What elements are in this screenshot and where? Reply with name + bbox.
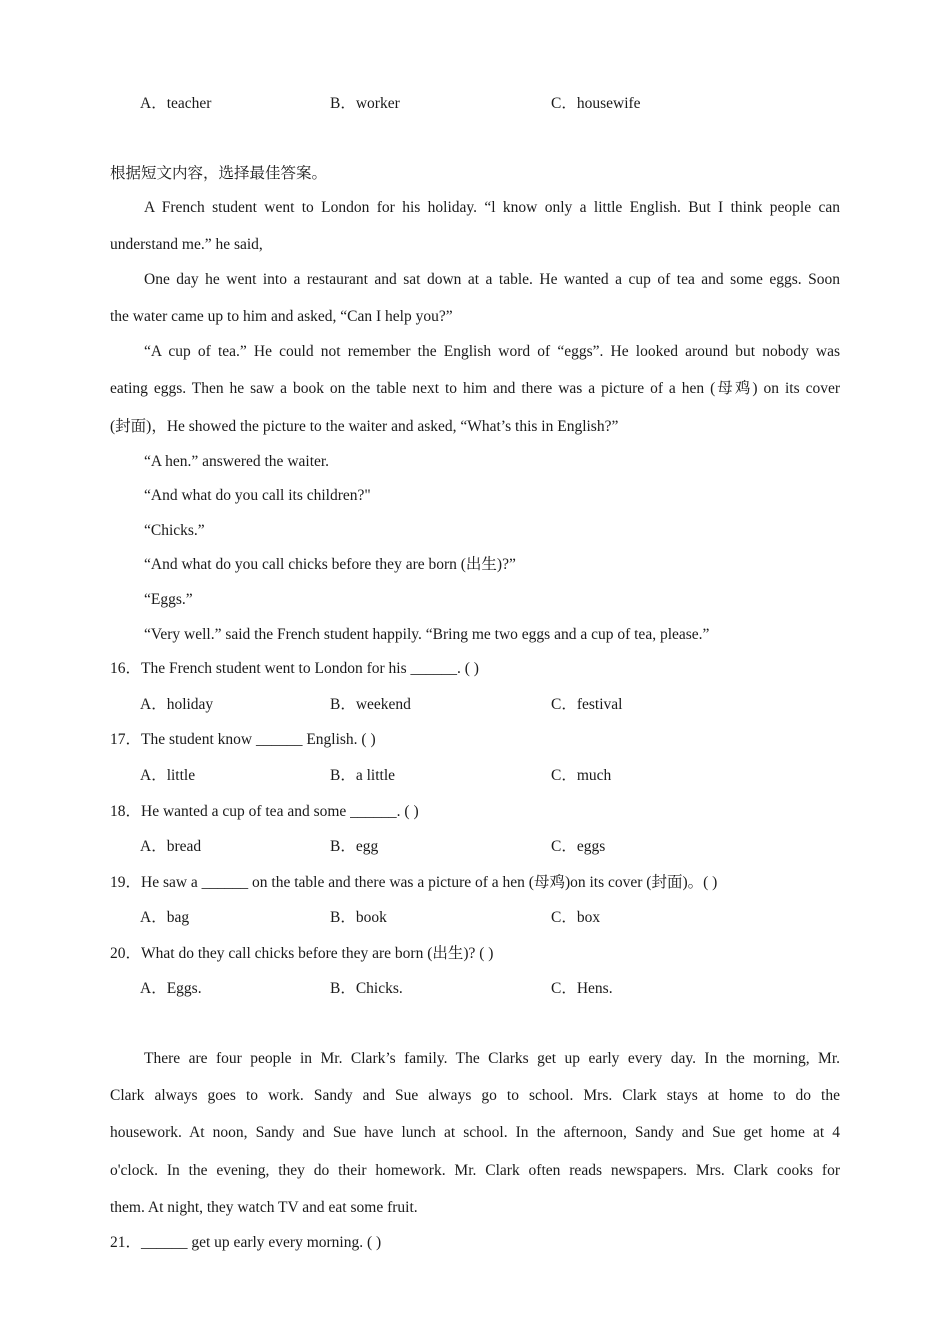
passage-2-line: them. At night, they watch TV and eat some fruit. bbox=[110, 1199, 418, 1216]
section-instruction: 根据短文内容，选择最佳答案。 bbox=[110, 165, 328, 182]
passage-1-line: eating eggs. Then he saw a book on the table next to him and there was a picture of a hen (母鸡) on its cover bbox=[110, 380, 840, 397]
question-21-stem: 21．______ get up early every morning. ( ) bbox=[110, 1234, 382, 1251]
passage-1-line: “Very well.” said the French student happily. “Bring me two eggs and a cup of tea, please.” bbox=[144, 626, 710, 643]
question-20-option-c: C．Hens. bbox=[551, 980, 613, 997]
question-18-option-a: A．bread bbox=[140, 838, 202, 855]
question-18-option-c: C．eggs bbox=[551, 838, 606, 855]
question-19-option-a: A．bag bbox=[140, 909, 190, 926]
question-20-option-a: A．Eggs. bbox=[140, 980, 202, 997]
question-18-stem: 18．He wanted a cup of tea and some ______. ( ) bbox=[110, 803, 419, 820]
passage-2-line: There are four people in Mr. Clark’s family. The Clarks get up early every day. In the morning, Mr. bbox=[144, 1050, 840, 1067]
passage-2-line: Clark always goes to work. Sandy and Sue always go to school. Mrs. Clark stays at home to do the bbox=[110, 1087, 840, 1104]
question-20-option-b: B．Chicks. bbox=[330, 980, 403, 997]
question-16-option-a: A．holiday bbox=[140, 696, 214, 713]
question-17-option-a: A．little bbox=[140, 767, 196, 784]
question-17-stem: 17．The student know ______ English. ( ) bbox=[110, 731, 376, 748]
question-17-option-b: B．a little bbox=[330, 767, 396, 784]
passage-1-line: A French student went to London for his holiday. “l know only a little English. But I think people can bbox=[144, 199, 840, 216]
passage-1-line: “A hen.” answered the waiter. bbox=[144, 453, 330, 470]
question-20-stem: 20．What do they call chicks before they are born (出生)? ( ) bbox=[110, 945, 494, 962]
question-19-stem: 19．He saw a ______ on the table and there was a picture of a hen (母鸡)on its cover (封面)。( ) bbox=[110, 874, 718, 891]
q15-option-c: C．housewife bbox=[551, 95, 641, 112]
question-16-option-c: C．festival bbox=[551, 696, 623, 713]
passage-2-line: o'clock. In the evening, they do their homework. Mr. Clark often reads newspapers. Mrs. Clark cooks for bbox=[110, 1162, 840, 1179]
passage-1-line: the water came up to him and asked, “Can I help you?” bbox=[110, 308, 453, 325]
q15-option-a: A．teacher bbox=[140, 95, 212, 112]
question-18-option-b: B．egg bbox=[330, 838, 379, 855]
passage-1-line: “And what do you call its children?" bbox=[144, 487, 371, 504]
passage-1-line: “A cup of tea.” He could not remember the English word of “eggs”. He looked around but nobody was bbox=[144, 343, 840, 360]
q15-option-b: B．worker bbox=[330, 95, 400, 112]
passage-1-line: “Chicks.” bbox=[144, 522, 205, 539]
question-17-option-c: C．much bbox=[551, 767, 612, 784]
passage-1-line: understand me.” he said, bbox=[110, 236, 263, 253]
question-19-option-c: C．box bbox=[551, 909, 601, 926]
passage-1-line: (封面)，He showed the picture to the waiter and asked, “What’s this in English?” bbox=[110, 418, 619, 435]
question-16-option-b: B．weekend bbox=[330, 696, 411, 713]
passage-1-line: One day he went into a restaurant and sat down at a table. He wanted a cup of tea and some eggs. Soon bbox=[144, 271, 840, 288]
passage-1-line: “Eggs.” bbox=[144, 591, 193, 608]
passage-1-line: “And what do you call chicks before they are born (出生)?” bbox=[144, 556, 516, 573]
question-19-option-b: B．book bbox=[330, 909, 387, 926]
question-16-stem: 16．The French student went to London for his ______. ( ) bbox=[110, 660, 479, 677]
passage-2-line: housework. At noon, Sandy and Sue have lunch at school. In the afternoon, Sandy and Sue get home at 4 bbox=[110, 1124, 840, 1141]
